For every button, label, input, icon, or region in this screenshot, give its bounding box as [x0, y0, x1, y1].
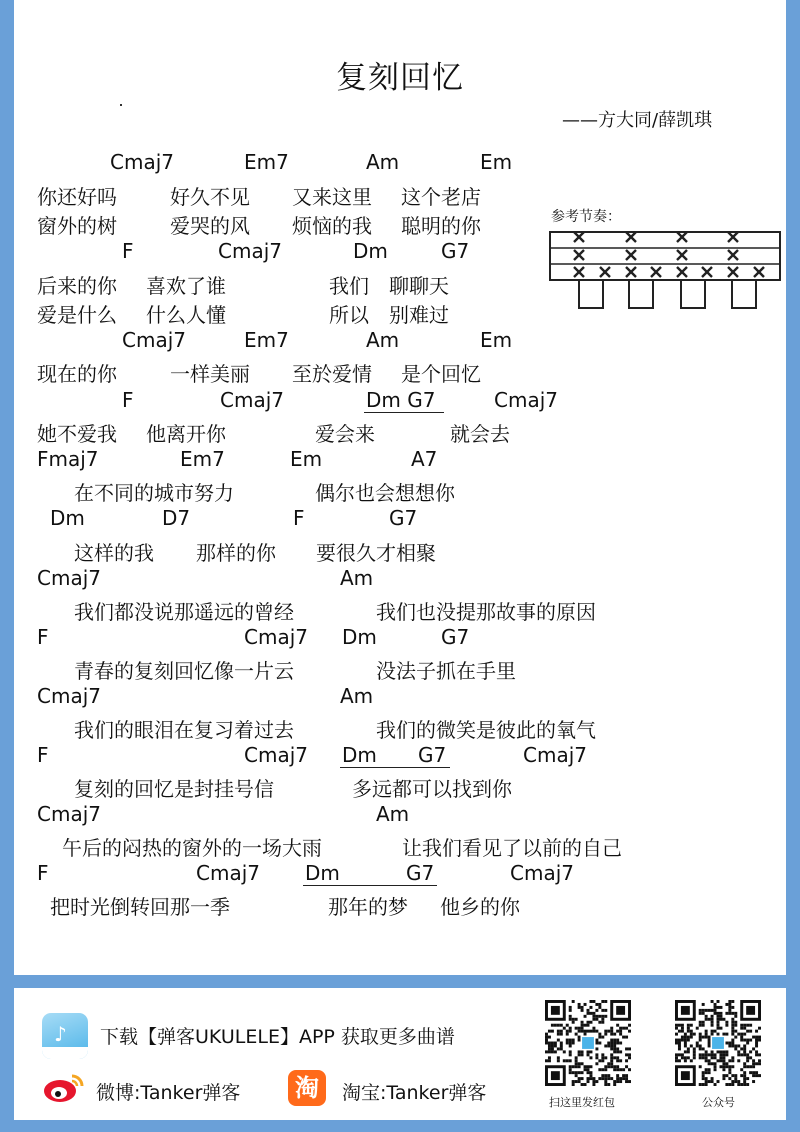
lyric-phrase: 我们也没提那故事的原因 — [376, 600, 596, 624]
lyric-phrase: 好久不见 — [170, 185, 250, 209]
lyric-phrase: 她不爱我 — [37, 422, 117, 446]
chord-label: F — [37, 625, 49, 649]
chord-label: Am — [340, 566, 374, 590]
chord-label: Cmaj7 — [37, 684, 101, 708]
chord-label: Cmaj7 — [523, 743, 587, 767]
qr-caption-official-account: 公众号 — [702, 1096, 735, 1109]
lyric-phrase: 那样的你 — [196, 541, 276, 565]
qr-caption-red-packet: 扫这里发红包 — [549, 1096, 615, 1109]
lyric-phrase: 把时光倒转回那一季 — [50, 895, 230, 919]
chord-label: Dm — [353, 239, 388, 263]
chord-label: Cmaj7 — [122, 328, 186, 352]
lyric-phrase: 没法子抓在手里 — [376, 659, 516, 683]
chord-underline — [340, 767, 450, 768]
chord-label: Cmaj7 — [37, 802, 101, 826]
stray-dot — [120, 104, 122, 106]
chord-label: Cmaj7 — [196, 861, 260, 885]
lyric-phrase: 一样美丽 — [170, 362, 250, 386]
weibo-icon — [42, 1072, 86, 1104]
lyric-phrase: 又来这里 — [292, 185, 372, 209]
chord-label: G7 — [441, 239, 470, 263]
chord-label: Cmaj7 — [510, 861, 574, 885]
tanker-app-icon[interactable] — [42, 1013, 88, 1059]
lyric-phrase: 午后的闷热的窗外的一场大雨 — [62, 836, 322, 860]
chord-label: A7 — [411, 447, 438, 471]
lyric-phrase: 现在的你 — [37, 362, 117, 386]
chord-label: Em — [290, 447, 323, 471]
chord-label: Am — [366, 150, 400, 174]
lyric-phrase: 窗外的树 — [37, 214, 117, 238]
chord-underline — [364, 412, 444, 413]
lyric-phrase: 这个老店 — [401, 185, 481, 209]
chord-label: F — [37, 743, 49, 767]
chord-label: Cmaj7 — [244, 625, 308, 649]
chord-label: F — [37, 861, 49, 885]
lyric-phrase: 偶尔也会想想你 — [315, 481, 455, 505]
chord-label: Cmaj7 — [110, 150, 174, 174]
lyric-phrase: 聊聊天 — [389, 274, 449, 298]
chord-label: Cmaj7 — [37, 566, 101, 590]
weibo-text: 微博:Tanker弹客 — [96, 1082, 241, 1104]
ukulele-logo-icon: ♪ — [54, 1022, 67, 1046]
lyric-phrase: 喜欢了谁 — [146, 274, 226, 298]
chord-underline — [303, 885, 437, 886]
lyric-phrase: 聪明的你 — [401, 214, 481, 238]
chord-label: Cmaj7 — [218, 239, 282, 263]
chord-label: Cmaj7 — [244, 743, 308, 767]
lyric-phrase: 什么人懂 — [146, 303, 226, 327]
lyric-phrase: 我们 — [329, 274, 369, 298]
chord-label: Cmaj7 — [494, 388, 558, 412]
chord-label: Fmaj7 — [37, 447, 99, 471]
taobao-text: 淘宝:Tanker弹客 — [342, 1082, 487, 1104]
artist-credit: ——方大同/薛凯琪 — [562, 110, 713, 131]
chord-label: Em7 — [244, 150, 289, 174]
lyric-phrase: 让我们看见了以前的自己 — [402, 836, 622, 860]
chord-label: Am — [376, 802, 410, 826]
chord-label: Dm — [50, 506, 85, 530]
lyric-phrase: 这样的我 — [74, 541, 154, 565]
app-download-text: 下载【弹客UKULELE】APP 获取更多曲谱 — [100, 1026, 455, 1048]
rhythm-label: 参考节奏： — [551, 209, 621, 225]
chord-label: Em — [480, 328, 513, 352]
lyric-phrase: 那年的梦 — [328, 895, 408, 919]
chord-label: F — [122, 239, 134, 263]
lyric-phrase: 爱哭的风 — [170, 214, 250, 238]
chord-label: Dm — [342, 743, 377, 767]
lyric-phrase: 别难过 — [389, 303, 449, 327]
chord-label: Cmaj7 — [220, 388, 284, 412]
lyric-phrase: 就会去 — [450, 422, 510, 446]
chord-label: Em — [480, 150, 513, 174]
chord-label: Am — [340, 684, 374, 708]
lyric-phrase: 至於爱情 — [292, 362, 372, 386]
lyric-phrase: 烦恼的我 — [292, 214, 372, 238]
song-title: 复刻回忆 — [336, 60, 464, 96]
chord-label: Dm — [342, 625, 377, 649]
lyric-phrase: 青春的复刻回忆像一片云 — [74, 659, 294, 683]
lyric-phrase: 爱是什么 — [37, 303, 117, 327]
chord-label: F — [122, 388, 134, 412]
lyric-phrase: 后来的你 — [37, 274, 117, 298]
taobao-icon: 淘 — [288, 1070, 326, 1106]
chord-label: D7 — [162, 506, 191, 530]
lyric-phrase: 复刻的回忆是封挂号信 — [74, 777, 274, 801]
lyric-phrase: 在不同的城市努力 — [74, 481, 234, 505]
lyric-phrase: 我们都没说那遥远的曾经 — [74, 600, 294, 624]
chord-label: G7 — [389, 506, 418, 530]
chord-label: F — [293, 506, 305, 530]
chord-label: Am — [366, 328, 400, 352]
lyric-phrase: 要很久才相聚 — [316, 541, 436, 565]
lyric-phrase: 多远都可以找到你 — [352, 777, 512, 801]
lyric-phrase: 所以 — [329, 303, 369, 327]
chord-label: Dm — [305, 861, 340, 885]
lyric-phrase: 他离开你 — [146, 422, 226, 446]
chord-label: G7 — [418, 743, 447, 767]
lyric-phrase: 是个回忆 — [401, 362, 481, 386]
chord-label: G7 — [441, 625, 470, 649]
lyric-phrase: 你还好吗 — [37, 185, 117, 209]
chord-label: G7 — [406, 861, 435, 885]
chord-label: Em7 — [180, 447, 225, 471]
lyric-phrase: 我们的微笑是彼此的氧气 — [376, 718, 596, 742]
lyric-phrase: 爱会来 — [315, 422, 375, 446]
lyric-phrase: 我们的眼泪在复习着过去 — [74, 718, 294, 742]
official-account-qr-code[interactable] — [675, 1000, 761, 1086]
rhythm-pattern-diagram — [549, 228, 785, 312]
lyric-phrase: 他乡的你 — [440, 895, 520, 919]
chord-label: Dm G7 — [366, 388, 436, 412]
chord-label: Em7 — [244, 328, 289, 352]
red-packet-qr-code[interactable] — [545, 1000, 631, 1086]
